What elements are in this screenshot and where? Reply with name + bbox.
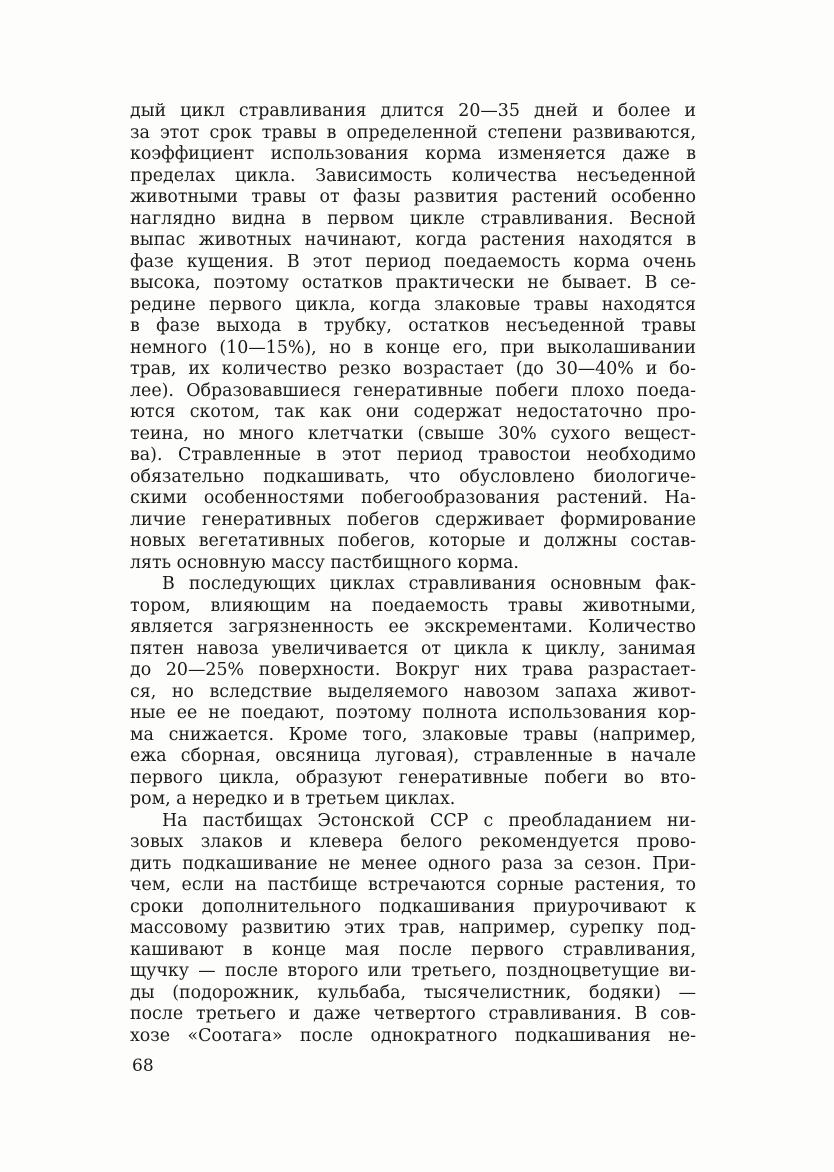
text-line: ды (подорожник, кульбаба, тысячелистник, бодяки) — [130, 982, 696, 1003]
text-line: ма снижается. Кроме того, злаковые травы (например, [130, 724, 696, 745]
text-line: пределах цикла. Зависимость количества несъеденной [130, 165, 696, 186]
text-line: На пастбищах Эстонской ССР с преобладанием ни- [162, 810, 696, 831]
text-line: немного (10—15%), но в конце его, при выколашивании [130, 337, 696, 358]
text-line: за этот срок травы в определенной степени развиваются, [130, 122, 696, 143]
text-line: В последующих циклах стравливания основным фак- [162, 574, 696, 594]
text-line: дый цикл стравливания длится 20—35 дней и более и [130, 101, 696, 121]
text-line: скими особенностями побегообразования растений. На- [130, 488, 696, 508]
text-line: животными травы от фазы развития растений особенно [130, 187, 696, 207]
body-text [130, 101, 696, 1047]
text-line: трав, их количество резко возрастает (до 30—40% и бо- [130, 359, 696, 379]
text-line: является загрязненность ее экскрементами. Количество [130, 617, 696, 637]
text-line: обязательно подкашивать, что обусловлено биологиче- [130, 466, 696, 487]
text-line: коэффициент использования корма изменяется даже в [130, 144, 696, 164]
text-line: ва). Стравленные в этот период травостои необходимо [130, 445, 696, 465]
text-line: ежа сборная, овсяница луговая), стравленные в начале [130, 746, 696, 766]
text-line: массовому развитию этих трав, например, сурепку под- [130, 918, 696, 938]
text-line: ся, но вследствие выделяемого навозом запаха живот- [130, 681, 696, 702]
paragraph-1 [130, 101, 696, 574]
text-line: щучку — после второго или третьего, поздноцветущие ви- [130, 961, 696, 981]
text-line: лять основную массу пастбищного корма. [130, 552, 519, 573]
text-line: теина, но много клетчатки (свыше 30% сухого вещест- [130, 423, 696, 444]
text-line: кашивают в конце мая после первого стравливания, [130, 939, 696, 960]
text-line: сроки дополнительного подкашивания приурочивают к [130, 896, 696, 917]
text-line: хозе «Соотага» после однократного подкашивания не- [130, 1025, 696, 1046]
paragraph-3 [130, 811, 696, 1048]
text-line: первого цикла, образуют генеративные побеги во вто- [130, 767, 696, 788]
text-line: ются скотом, так как они содержат недостаточно про- [130, 402, 696, 422]
text-line: высока, поэтому остатков практически не бывает. В се- [130, 273, 696, 293]
text-line: новых вегетативных побегов, которые и должны состав- [130, 531, 696, 551]
text-line: дить подкашивание не менее одного раза за сезон. При- [130, 853, 696, 874]
text-line: до 20—25% поверхности. Вокруг них трава разрастает- [130, 660, 696, 680]
text-line: лее). Образовавшиеся генеративные побеги плохо поеда- [130, 380, 696, 401]
text-line: после третьего и даже четвертого стравливания. В сов- [130, 1004, 696, 1024]
text-line: личие генеративных побегов сдерживает формирование [130, 509, 696, 530]
text-line: тором, влияющим на поедаемость травы животными, [130, 595, 696, 616]
page-number: 68 [132, 1056, 154, 1076]
text-line: пятен навоза увеличивается от цикла к циклу, занимая [130, 638, 696, 659]
text-line: зовых злаков и клевера белого рекомендуется прово- [130, 832, 696, 852]
text-line: фазе кущения. В этот период поедаемость корма очень [130, 251, 696, 272]
text-line: выпас животных начинают, когда растения находятся в [130, 230, 696, 250]
paragraph-2 [130, 574, 696, 811]
text-line: редине первого цикла, когда злаковые травы находятся [130, 294, 696, 315]
text-line: чем, если на пастбище встречаются сорные растения, то [130, 875, 696, 895]
text-line: в фазе выхода в трубку, остатков несъеденной травы [130, 316, 696, 336]
text-line: наглядно видна в первом цикле стравливания. Весной [130, 208, 696, 229]
text-line: ром, а нередко и в третьем циклах. [130, 789, 456, 809]
text-line: ные ее не поедают, поэтому полнота использования кор- [130, 703, 696, 723]
